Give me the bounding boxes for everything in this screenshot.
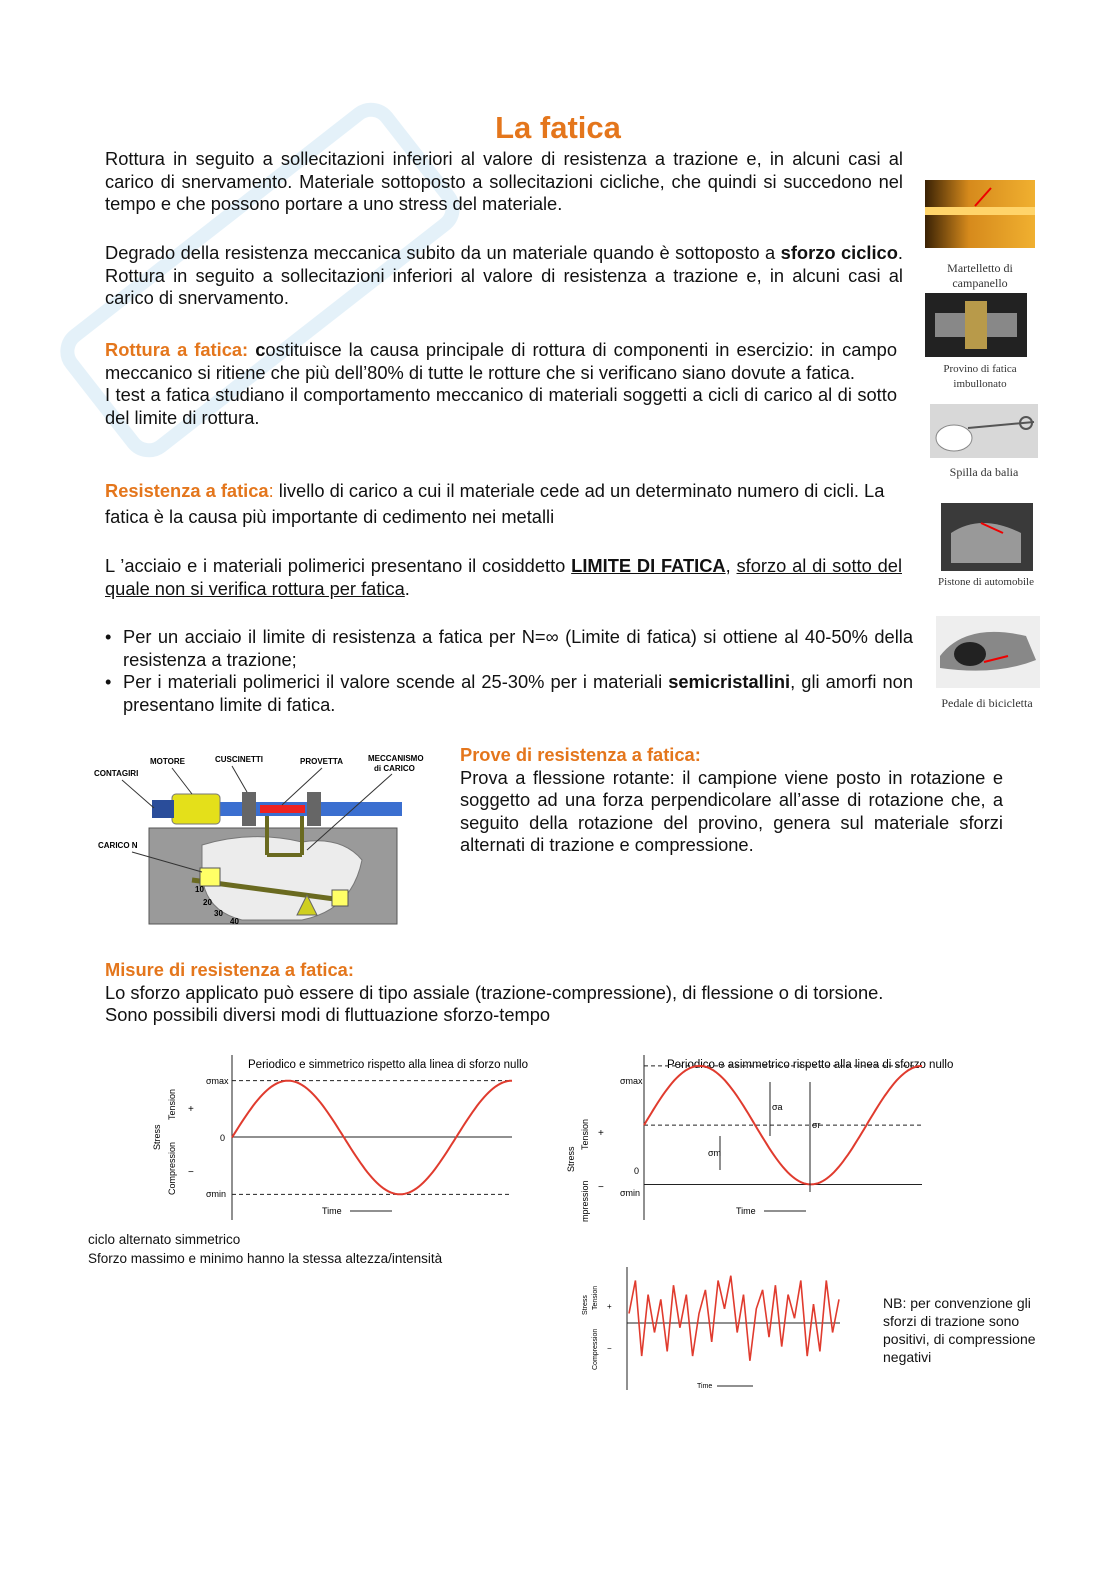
chart2-minus: − bbox=[598, 1182, 604, 1193]
label-motore: MOTORE bbox=[150, 757, 185, 766]
scale-label: 40 bbox=[230, 917, 239, 926]
chart3-curve bbox=[629, 1276, 839, 1361]
caption-martelletto: Martelletto di campanello bbox=[947, 261, 1013, 290]
chart1-stress: Stress bbox=[152, 1124, 162, 1150]
chart1-minus: − bbox=[188, 1167, 194, 1178]
rottura-test: I test a fatica studiano il comportamento meccanico di materiali soggetti a cicli di carico al di sotto del limite di rottura. bbox=[105, 384, 897, 428]
prove-paragraph bbox=[460, 744, 1003, 857]
rottura-first-letter: c bbox=[255, 339, 266, 360]
label-cuscinetti: CUSCINETTI bbox=[215, 755, 263, 764]
chart2-zero: 0 bbox=[634, 1166, 640, 1176]
bullet-post: , gli amorfi non presentano limite di fatica. bbox=[123, 671, 913, 715]
nb-note bbox=[883, 1294, 1036, 1366]
misure-label: Misure di resistenza a fatica: bbox=[105, 959, 354, 980]
chart1-zero: 0 bbox=[220, 1133, 226, 1143]
chart3-stress: Stress bbox=[582, 1295, 589, 1315]
label-contagiri: CONTAGIRI bbox=[94, 769, 139, 778]
caption-sym-line1: ciclo alternato simmetrico bbox=[88, 1232, 241, 1247]
degrado-bold: sforzo ciclico bbox=[780, 242, 898, 263]
caption-symmetric bbox=[88, 1230, 442, 1268]
chart-asymmetric bbox=[560, 1050, 980, 1225]
prove-label: Prove di resistenza a fatica: bbox=[460, 744, 701, 765]
bullet-item bbox=[105, 626, 913, 671]
limite-paragraph bbox=[105, 555, 902, 600]
chart1-plus: + bbox=[188, 1104, 194, 1115]
chart2-smax: σmax bbox=[620, 1076, 643, 1086]
scale-label: 30 bbox=[214, 909, 223, 918]
side-images bbox=[925, 180, 1035, 390]
chart2-compression: mpression bbox=[580, 1180, 590, 1222]
scale-label: 20 bbox=[203, 898, 212, 907]
pistone-photo bbox=[941, 503, 1033, 571]
caption-pedale: Pedale di bicicletta bbox=[941, 696, 1033, 710]
bullet-list bbox=[105, 626, 913, 716]
chart2-smin: σmin bbox=[620, 1188, 641, 1198]
chart1-title: Periodico e simmetrico rispetto alla linea di sforzo nullo bbox=[248, 1059, 528, 1071]
label-provetta: PROVETTA bbox=[300, 757, 343, 766]
misure-line2: Sono possibili diversi modi di fluttuazione sforzo-tempo bbox=[105, 1004, 551, 1025]
limite-text: L ’acciaio e i materiali polimerici presentano il cosiddetto bbox=[105, 555, 572, 576]
misure-paragraph bbox=[105, 959, 1005, 1027]
rottura-paragraph bbox=[105, 339, 897, 429]
chart-symmetric bbox=[140, 1050, 540, 1225]
resistenza-colon: : bbox=[268, 480, 274, 501]
chart-random bbox=[575, 1265, 850, 1395]
chart1-smin: σmin bbox=[206, 1189, 227, 1199]
chart2-tension: Tension bbox=[580, 1118, 590, 1150]
misure-line1: Lo sforzo applicato può essere di tipo assiale (trazione-compressione), di flessione o di torsione. bbox=[105, 981, 884, 1003]
resistenza-label: Resistenza a fatica bbox=[105, 480, 269, 501]
degrado-paragraph bbox=[105, 242, 903, 310]
bullet-text: Per un acciaio il limite di resistenza a fatica per N=∞ (Limite di fatica) si ottiene al 40-50% della resistenza a trazione; bbox=[123, 626, 913, 670]
resistenza-text: livello di carico a cui il materiale cede ad un determinato numero di cicli. La fatica è la causa più importante di cedimento nei metalli bbox=[105, 480, 885, 527]
chart2-title: Periodico e asimmetrico rispetto alla linea di sforzo nullo bbox=[667, 1059, 954, 1071]
chart2-stress: Stress bbox=[566, 1146, 576, 1172]
resistenza-paragraph bbox=[105, 478, 900, 530]
chart1-tension: Tension bbox=[167, 1088, 177, 1120]
limite-sep: , bbox=[725, 555, 737, 576]
degrado-text-end: . Rottura in seguito a sollecitazioni inferiori al valore di resistenza a trazione e, in alcuni casi al carico di snervamento. bbox=[105, 242, 903, 308]
nb-line: positivi, di compressione bbox=[883, 1331, 1036, 1347]
chart1-smax: σmax bbox=[206, 1076, 229, 1086]
spilla-photo bbox=[930, 404, 1038, 458]
martelletto-photo bbox=[925, 180, 1035, 248]
bullet-item bbox=[105, 671, 913, 716]
nb-line: NB: per convenzione gli bbox=[883, 1295, 1031, 1311]
chart2-sa: σa bbox=[772, 1102, 783, 1112]
caption-provino: Provino di fatica imbullonato bbox=[943, 363, 1017, 390]
chart3-plus: + bbox=[607, 1302, 612, 1311]
chart2-curve bbox=[644, 1066, 922, 1185]
chart2-sm: σm bbox=[708, 1148, 722, 1158]
nb-line: negativi bbox=[883, 1349, 932, 1365]
caption-pistone: Pistone di automobile bbox=[938, 576, 1034, 588]
caption-spilla: Spilla da balia bbox=[949, 465, 1019, 479]
intro-paragraph: Rottura in seguito a sollecitazioni inferiori al valore di resistenza a trazione e, in alcuni casi al carico di snervamento. Materiale sottoposto a sollecitazioni cicliche, che quindi si succedono nel tempo e che possono portare a uno stress del materiale. bbox=[105, 148, 903, 214]
caption-sym-line2: Sforzo massimo e minimo hanno la stessa altezza/intensità bbox=[88, 1251, 443, 1266]
prove-text: Prova a flessione rotante: il campione viene posto in rotazione e soggetto ad una forza perpendicolare all’asse di rotazione che, a seguito della rotazione del provino, genera sul materiale sforzi alternati di trazione e compressione. bbox=[460, 766, 1003, 855]
rottura-text: ostituisce la causa principale di rottura di componenti in esercizio: in campo meccanico si ritiene che più dell’80% di tutte le rotture che si verificano siano dovute a fatica. bbox=[105, 339, 897, 383]
scale-label: 10 bbox=[195, 885, 204, 894]
provino-photo bbox=[925, 293, 1027, 357]
chart2-sr: σr bbox=[812, 1120, 821, 1130]
limite-post: . bbox=[404, 577, 410, 599]
rotating-bending-machine-diagram bbox=[92, 750, 437, 925]
label-meccanismo-sub: di CARICO bbox=[374, 764, 415, 773]
chart2-time: Time bbox=[736, 1206, 756, 1216]
degrado-text: Degrado della resistenza meccanica subito da un materiale quando è sottoposto a bbox=[105, 242, 781, 263]
label-carico: CARICO N bbox=[98, 841, 138, 850]
bullet-text: Per i materiali polimerici il valore scende al 25-30% per i materiali bbox=[123, 671, 669, 692]
nb-line: sforzi di trazione sono bbox=[883, 1313, 1020, 1329]
chart1-compression: Compression bbox=[167, 1141, 177, 1195]
chart3-tension: Tension bbox=[592, 1285, 599, 1310]
limite-underlined: sforzo al di sotto del quale non si verifica rottura per fatica bbox=[105, 555, 902, 599]
chart1-time: Time bbox=[322, 1206, 342, 1216]
limite-bold: LIMITE DI FATICA bbox=[571, 555, 726, 576]
chart3-compression: Compression bbox=[592, 1328, 599, 1370]
chart3-time: Time bbox=[697, 1383, 713, 1390]
pedale-photo bbox=[936, 616, 1040, 688]
page-title: La fatica bbox=[495, 110, 621, 145]
label-meccanismo: MECCANISMO bbox=[368, 754, 424, 763]
bullet-bold: semicristallini bbox=[668, 671, 791, 692]
chart2-plus: + bbox=[598, 1128, 604, 1139]
chart3-minus: − bbox=[607, 1344, 612, 1353]
rottura-label: Rottura a fatica: bbox=[105, 339, 249, 360]
